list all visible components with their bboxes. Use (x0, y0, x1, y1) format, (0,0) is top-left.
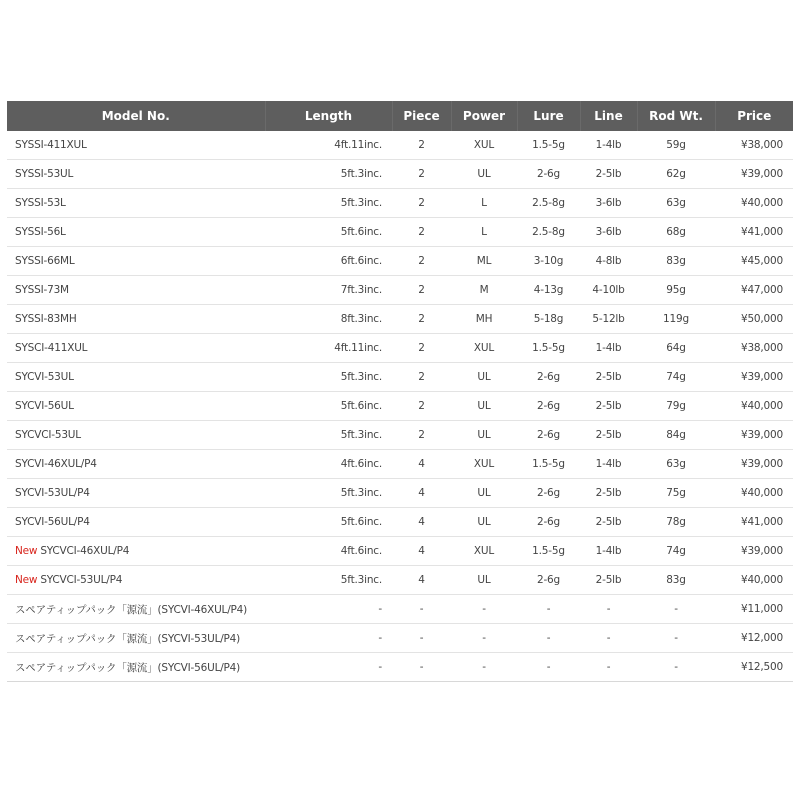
power-cell: UL (451, 160, 517, 189)
model-name: SYCVI-46XUL/P4 (15, 458, 97, 470)
table-row (7, 624, 793, 653)
table-row (7, 537, 793, 566)
length-cell: - (265, 595, 392, 624)
price-cell: ¥41,000 (715, 508, 793, 537)
model-cell (7, 189, 265, 218)
model-cell (7, 392, 265, 421)
table-row (7, 160, 793, 189)
power-cell: MH (451, 305, 517, 334)
power-cell: XUL (451, 334, 517, 363)
model-cell (7, 450, 265, 479)
model-name: SYCVI-53UL (15, 371, 74, 383)
piece-cell: 2 (392, 218, 451, 247)
power-cell: UL (451, 392, 517, 421)
length-cell: - (265, 653, 392, 682)
lure-cell: 4-13g (517, 276, 580, 305)
piece-cell: 4 (392, 450, 451, 479)
length-cell: 6ft.6inc. (265, 247, 392, 276)
price-cell: ¥38,000 (715, 131, 793, 160)
line-cell: 4-8lb (580, 247, 637, 276)
line-cell: - (580, 624, 637, 653)
length-cell: 4ft.11inc. (265, 131, 392, 160)
model-name: SYSSI-53UL (15, 168, 74, 180)
table-row (7, 218, 793, 247)
table-row (7, 421, 793, 450)
line-cell: 2-5lb (580, 479, 637, 508)
table-row (7, 479, 793, 508)
line-cell: 2-5lb (580, 421, 637, 450)
model-cell (7, 566, 265, 595)
line-cell: 1-4lb (580, 334, 637, 363)
lure-cell: 2.5-8g (517, 189, 580, 218)
line-cell: 3-6lb (580, 218, 637, 247)
table-row (7, 595, 793, 624)
piece-cell: 4 (392, 479, 451, 508)
model-name: スペアティップパック「源流」(SYCVI-56UL/P4) (15, 661, 241, 674)
length-cell: - (265, 624, 392, 653)
length-cell: 8ft.3inc. (265, 305, 392, 334)
column-header-rod-weight: Rod Wt. (637, 101, 715, 131)
table-row (7, 276, 793, 305)
lure-cell: 2-6g (517, 508, 580, 537)
rod-weight-cell: 84g (637, 421, 715, 450)
model-cell (7, 421, 265, 450)
power-cell: L (451, 189, 517, 218)
model-cell (7, 131, 265, 160)
column-header-lure: Lure (517, 101, 580, 131)
price-cell: ¥38,000 (715, 334, 793, 363)
piece-cell: - (392, 624, 451, 653)
power-cell: - (451, 653, 517, 682)
model-name: SYSSI-53L (15, 197, 66, 209)
column-header-line: Line (580, 101, 637, 131)
length-cell: 4ft.6inc. (265, 537, 392, 566)
table-row (7, 189, 793, 218)
length-cell: 5ft.3inc. (265, 189, 392, 218)
rod-weight-cell: 62g (637, 160, 715, 189)
model-cell (7, 160, 265, 189)
lure-cell: - (517, 595, 580, 624)
table-body (7, 131, 793, 682)
model-cell (7, 334, 265, 363)
lure-cell: 2-6g (517, 363, 580, 392)
model-name: SYCVI-53UL/P4 (15, 487, 90, 499)
piece-cell: 2 (392, 421, 451, 450)
price-cell: ¥40,000 (715, 189, 793, 218)
rod-weight-cell: 63g (637, 189, 715, 218)
price-cell: ¥50,000 (715, 305, 793, 334)
model-name: スペアティップパック「源流」(SYCVI-46XUL/P4) (15, 603, 248, 616)
length-cell: 5ft.3inc. (265, 566, 392, 595)
price-cell: ¥40,000 (715, 566, 793, 595)
length-cell: 5ft.6inc. (265, 392, 392, 421)
model-name: SYCVI-56UL (15, 400, 74, 412)
lure-cell: 2-6g (517, 421, 580, 450)
lure-cell: 1.5-5g (517, 131, 580, 160)
column-header-model: Model No. (7, 101, 265, 131)
lure-cell: 2.5-8g (517, 218, 580, 247)
rod-spec-table (7, 101, 793, 682)
column-header-power: Power (451, 101, 517, 131)
length-cell: 5ft.6inc. (265, 508, 392, 537)
rod-weight-cell: 119g (637, 305, 715, 334)
line-cell: 2-5lb (580, 566, 637, 595)
piece-cell: 2 (392, 247, 451, 276)
piece-cell: 4 (392, 537, 451, 566)
rod-weight-cell: - (637, 653, 715, 682)
line-cell: - (580, 595, 637, 624)
model-name: SYCVCI-53UL/P4 (40, 574, 123, 586)
model-cell (7, 624, 265, 653)
lure-cell: 5-18g (517, 305, 580, 334)
model-name: SYSSI-73M (15, 284, 69, 296)
lure-cell: - (517, 653, 580, 682)
model-cell (7, 218, 265, 247)
power-cell: UL (451, 421, 517, 450)
table-row (7, 392, 793, 421)
lure-cell: 3-10g (517, 247, 580, 276)
rod-weight-cell: 75g (637, 479, 715, 508)
line-cell: 2-5lb (580, 363, 637, 392)
price-cell: ¥47,000 (715, 276, 793, 305)
price-cell: ¥39,000 (715, 363, 793, 392)
rod-weight-cell: 79g (637, 392, 715, 421)
lure-cell: 1.5-5g (517, 537, 580, 566)
model-cell (7, 479, 265, 508)
power-cell: UL (451, 363, 517, 392)
model-cell (7, 363, 265, 392)
length-cell: 7ft.3inc. (265, 276, 392, 305)
piece-cell: 2 (392, 189, 451, 218)
line-cell: 1-4lb (580, 131, 637, 160)
table-header-row (7, 101, 793, 131)
piece-cell: 2 (392, 392, 451, 421)
rod-weight-cell: 63g (637, 450, 715, 479)
length-cell: 4ft.11inc. (265, 334, 392, 363)
model-name: SYCVI-56UL/P4 (15, 516, 90, 528)
length-cell: 5ft.3inc. (265, 479, 392, 508)
piece-cell: 2 (392, 334, 451, 363)
table-row (7, 566, 793, 595)
length-cell: 4ft.6inc. (265, 450, 392, 479)
price-cell: ¥45,000 (715, 247, 793, 276)
table-row (7, 305, 793, 334)
power-cell: XUL (451, 450, 517, 479)
rod-weight-cell: - (637, 595, 715, 624)
rod-weight-cell: 83g (637, 566, 715, 595)
model-cell (7, 537, 265, 566)
table-row (7, 334, 793, 363)
new-badge: New (15, 545, 38, 557)
line-cell: 4-10lb (580, 276, 637, 305)
model-cell (7, 653, 265, 682)
piece-cell: - (392, 595, 451, 624)
model-name: SYSSI-66ML (15, 255, 75, 267)
power-cell: M (451, 276, 517, 305)
table-row (7, 508, 793, 537)
length-cell: 5ft.3inc. (265, 363, 392, 392)
model-cell (7, 508, 265, 537)
power-cell: - (451, 595, 517, 624)
model-name: SYSSI-411XUL (15, 139, 87, 151)
column-header-length: Length (265, 101, 392, 131)
lure-cell: 1.5-5g (517, 450, 580, 479)
power-cell: XUL (451, 537, 517, 566)
model-cell (7, 595, 265, 624)
price-cell: ¥39,000 (715, 160, 793, 189)
model-cell (7, 276, 265, 305)
model-name: SYSSI-56L (15, 226, 66, 238)
model-name: SYSCI-411XUL (15, 342, 88, 354)
rod-weight-cell: - (637, 624, 715, 653)
price-cell: ¥11,000 (715, 595, 793, 624)
column-header-price: Price (715, 101, 793, 131)
piece-cell: 4 (392, 566, 451, 595)
piece-cell: 2 (392, 305, 451, 334)
price-cell: ¥40,000 (715, 479, 793, 508)
length-cell: 5ft.3inc. (265, 421, 392, 450)
price-cell: ¥39,000 (715, 450, 793, 479)
lure-cell: 2-6g (517, 160, 580, 189)
table-row (7, 363, 793, 392)
price-cell: ¥39,000 (715, 537, 793, 566)
piece-cell: 2 (392, 363, 451, 392)
lure-cell: - (517, 624, 580, 653)
power-cell: L (451, 218, 517, 247)
line-cell: 1-4lb (580, 450, 637, 479)
rod-weight-cell: 78g (637, 508, 715, 537)
lure-cell: 2-6g (517, 566, 580, 595)
length-cell: 5ft.3inc. (265, 160, 392, 189)
table-row (7, 247, 793, 276)
price-cell: ¥12,500 (715, 653, 793, 682)
price-cell: ¥12,000 (715, 624, 793, 653)
rod-weight-cell: 83g (637, 247, 715, 276)
model-name: SYSSI-83MH (15, 313, 77, 325)
lure-cell: 2-6g (517, 479, 580, 508)
piece-cell: 2 (392, 160, 451, 189)
model-name: スペアティップパック「源流」(SYCVI-53UL/P4) (15, 632, 241, 645)
price-cell: ¥39,000 (715, 421, 793, 450)
line-cell: 3-6lb (580, 189, 637, 218)
price-cell: ¥41,000 (715, 218, 793, 247)
power-cell: UL (451, 508, 517, 537)
model-name: SYCVCI-46XUL/P4 (40, 545, 130, 557)
length-cell: 5ft.6inc. (265, 218, 392, 247)
line-cell: 5-12lb (580, 305, 637, 334)
line-cell: - (580, 653, 637, 682)
line-cell: 2-5lb (580, 508, 637, 537)
line-cell: 1-4lb (580, 537, 637, 566)
lure-cell: 1.5-5g (517, 334, 580, 363)
model-cell (7, 305, 265, 334)
line-cell: 2-5lb (580, 160, 637, 189)
power-cell: - (451, 624, 517, 653)
power-cell: XUL (451, 131, 517, 160)
power-cell: UL (451, 479, 517, 508)
piece-cell: 4 (392, 508, 451, 537)
rod-weight-cell: 74g (637, 537, 715, 566)
rod-weight-cell: 95g (637, 276, 715, 305)
piece-cell: 2 (392, 276, 451, 305)
power-cell: ML (451, 247, 517, 276)
model-name: SYCVCI-53UL (15, 429, 81, 441)
price-cell: ¥40,000 (715, 392, 793, 421)
piece-cell: 2 (392, 131, 451, 160)
table-row (7, 131, 793, 160)
line-cell: 2-5lb (580, 392, 637, 421)
piece-cell: - (392, 653, 451, 682)
lure-cell: 2-6g (517, 392, 580, 421)
table-row (7, 653, 793, 682)
rod-weight-cell: 59g (637, 131, 715, 160)
rod-weight-cell: 64g (637, 334, 715, 363)
power-cell: UL (451, 566, 517, 595)
table-row (7, 450, 793, 479)
column-header-piece: Piece (392, 101, 451, 131)
rod-weight-cell: 68g (637, 218, 715, 247)
rod-weight-cell: 74g (637, 363, 715, 392)
model-cell (7, 247, 265, 276)
new-badge: New (15, 574, 38, 586)
